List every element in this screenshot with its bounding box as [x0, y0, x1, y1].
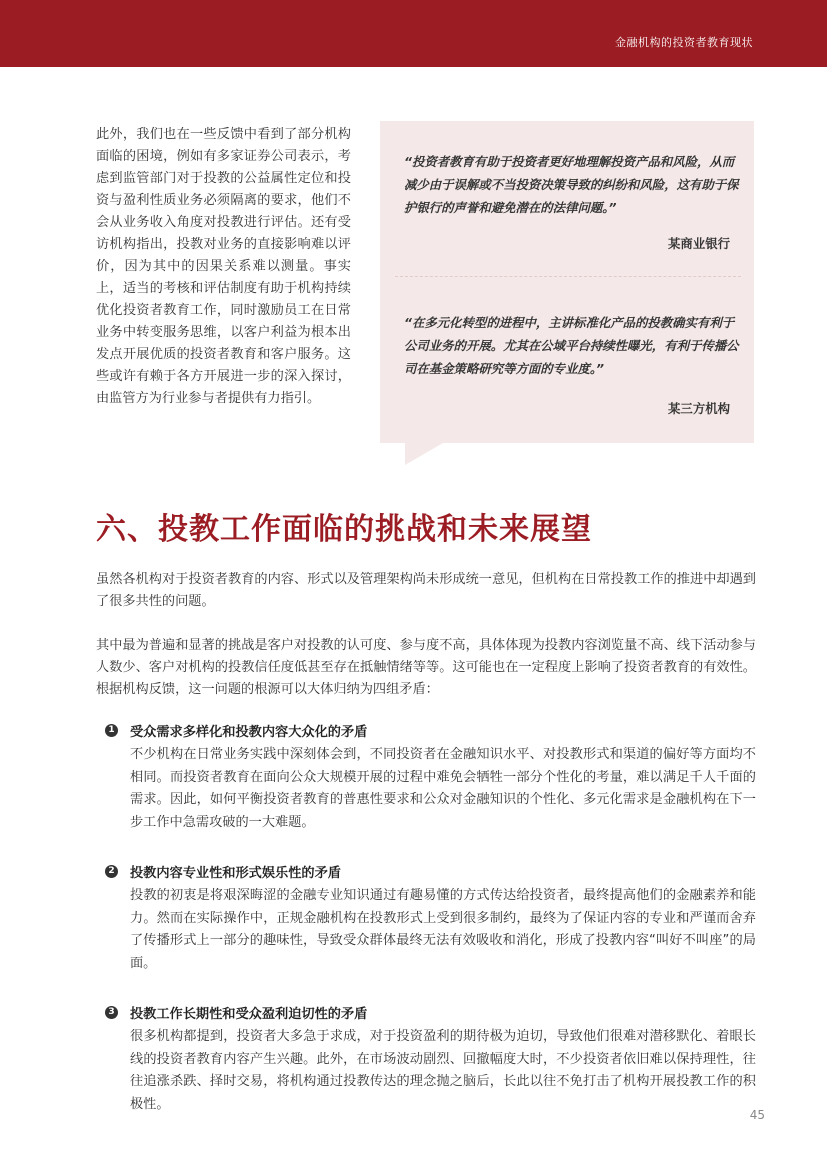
- header-title: 金融机构的投资者教育现状: [615, 36, 753, 49]
- item-heading-text-2: 投教内容专业性和形式娱乐性的矛盾: [130, 866, 341, 881]
- item-heading-1: [105, 721, 745, 740]
- quote-box-tail: [405, 443, 443, 465]
- item-heading-3: [105, 1003, 745, 1022]
- quote-attribution-2: 某三方机构: [668, 401, 730, 416]
- quote-text-1: “投资者教育有助于投资者更好地理解投资产品和风险，从而减少由于误解或不当投资决策导致的纠纷和风险，这有助于保护银行的声誉和避免潜在的法律问题。”: [404, 154, 739, 215]
- header-bar: [0, 0, 827, 67]
- item-body-1: 不少机构在日常业务实践中深刻体会到，不同投资者在金融知识水平、对投教形式和渠道的偏好等方面均不相同。而投资者教育在面向公众大规模开展的过程中难免会牺牲一部分个性化的考量，难以满足千人千面的需求。因此，如何平衡投资者教育的普惠性要求和公众对金融知识的个性化、多元化需求是金融机构在下一步工作中急需攻破的一大难题。: [130, 747, 756, 830]
- item-heading-text-1: 受众需求多样化和投教内容大众化的矛盾: [130, 725, 368, 740]
- number-badge-2: 2: [105, 865, 118, 878]
- quote-attribution-1: 某商业银行: [668, 236, 730, 251]
- section-title: 六、投教工作面临的挑战和未来展望: [96, 512, 592, 547]
- number-badge-1: 1: [105, 724, 118, 737]
- item-heading-text-3: 投教工作长期性和受众盈利迫切性的矛盾: [130, 1007, 368, 1022]
- quote-divider: [395, 276, 741, 277]
- section-paragraph-2: 其中最为普遍和显著的挑战是客户对投教的认可度、参与度不高，具体体现为投教内容浏览量不高、线下活动参与人数少、客户对机构的投教信任度低甚至存在抵触情绪等等。这可能也在一定程度上影响了投资者教育的有效性。根据机构反馈，这一问题的根源可以大体归纳为四组矛盾：: [96, 638, 756, 697]
- number-badge-3: 3: [105, 1006, 118, 1019]
- item-body-2: 投教的初衷是将艰深晦涩的金融专业知识通过有趣易懂的方式传达给投资者，最终提高他们的金融素养和能力。然而在实际操作中，正规金融机构在投教形式上受到很多制约，最终为了保证内容的专业和严谨而舍弃了传播形式上一部分的趣味性，导致受众群体最终无法有效吸收和消化，形成了投教内容“叫好不叫座”的局面。: [130, 888, 756, 971]
- item-heading-2: [105, 862, 745, 881]
- item-body-3: 很多机构都提到，投资者大多急于求成，对于投资盈利的期待极为迫切，导致他们很难对潜移默化、着眼长线的投资者教育内容产生兴趣。此外，在市场波动剧烈、回撤幅度大时，不少投资者依旧难以保持理性，往往追涨杀跌、择时交易，将机构通过投教传达的理念抛之脑后，长此以往不免打击了机构开展投教工作的积极性。: [130, 1029, 756, 1112]
- left-column-paragraph: 此外，我们也在一些反馈中看到了部分机构面临的困境，例如有多家证券公司表示，考虑到监管部门对于投教的公益属性定位和投资与盈利性质业务必须隔离的要求，他们不会从业务收入角度对投教进行评估。还有受访机构指出，投教对业务的直接影响难以评价，因为其中的因果关系难以测量。事实上，适当的考核和评估制度有助于机构持续优化投资者教育工作，同时激励员工在日常业务中转变服务思维，以客户利益为根本出发点开展优质的投资者教育和客户服务。这些或许有赖于各方开展进一步的深入探讨，由监管方为行业参与者提供有力指引。: [96, 127, 351, 406]
- quote-text-2: “在多元化转型的进程中，主讲标准化产品的投教确实有利于公司业务的开展。尤其在公域平台持续性曝光，有利于传播公司在基金策略研究等方面的专业度。”: [404, 315, 739, 376]
- section-paragraph-1: 虽然各机构对于投资者教育的内容、形式以及管理架构尚未形成统一意见，但机构在日常投教工作的推进中却遇到了很多共性的问题。: [96, 572, 756, 609]
- page-number: 45: [749, 1108, 765, 1122]
